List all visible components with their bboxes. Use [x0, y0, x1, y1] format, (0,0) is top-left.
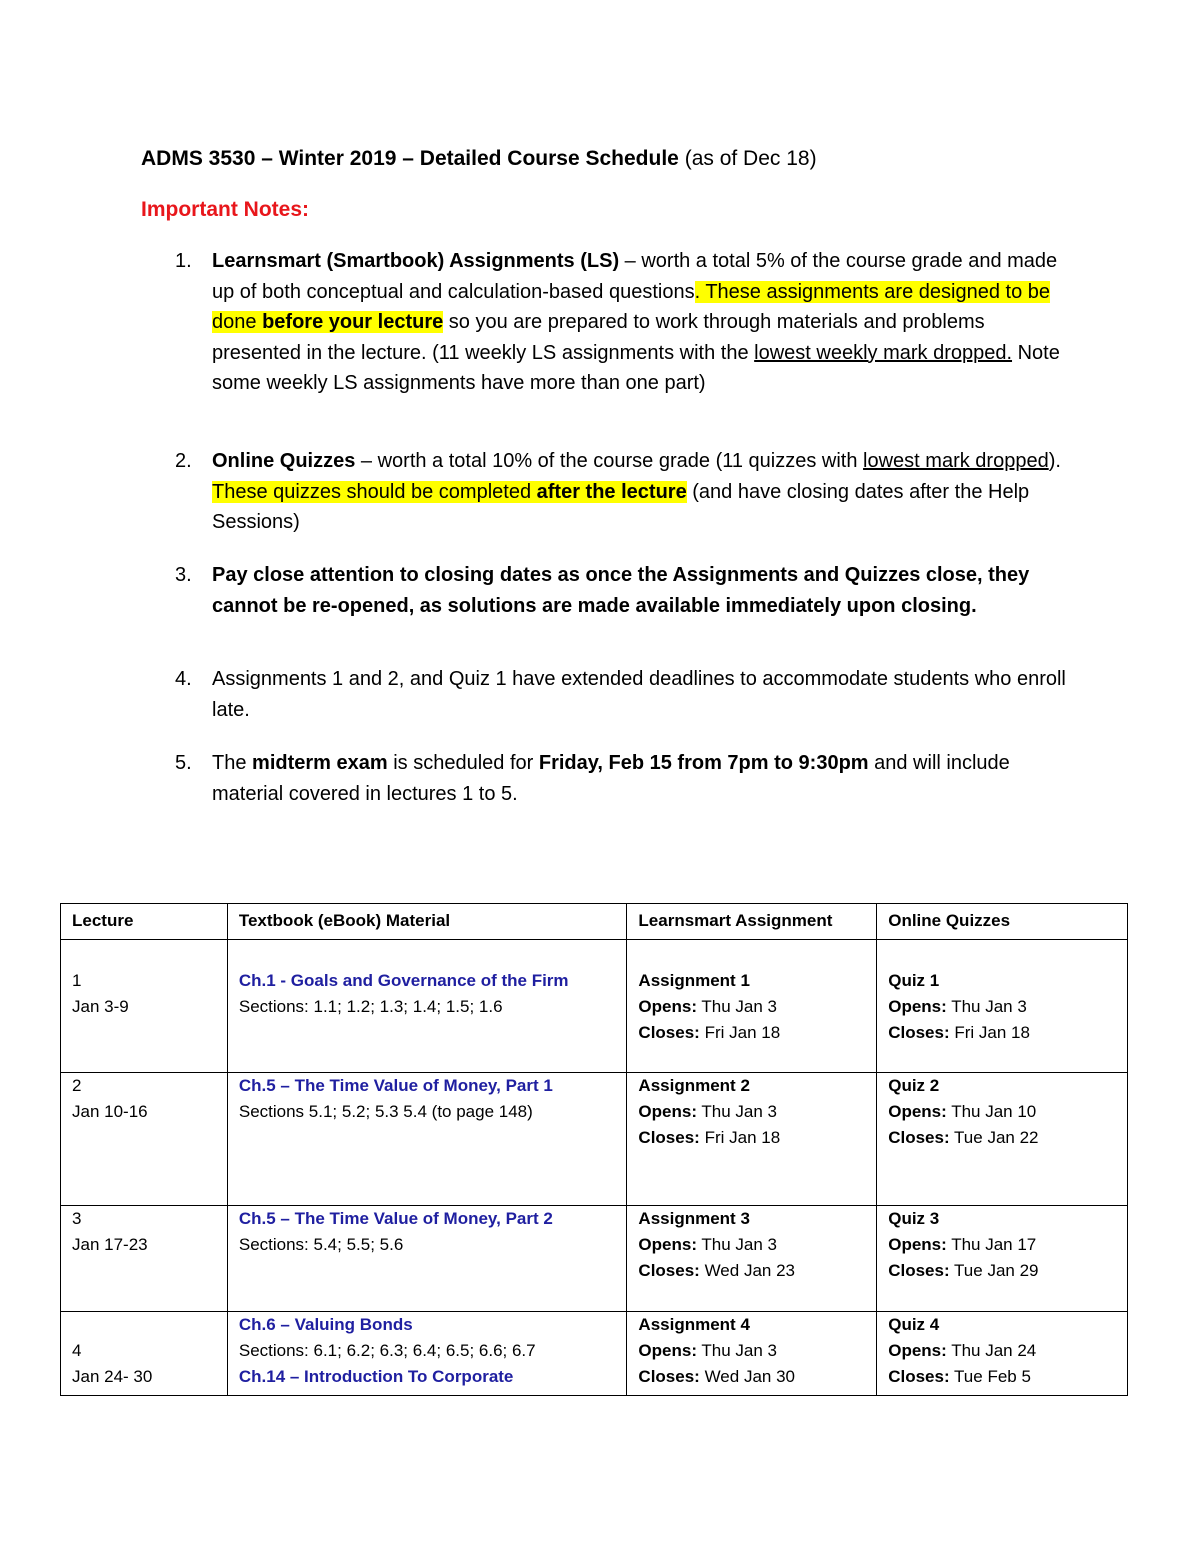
- note-1-underlined: lowest weekly mark dropped.: [754, 341, 1013, 364]
- quiz-opens: [888, 994, 1117, 1020]
- opens-label: Opens:: [888, 1102, 947, 1121]
- material-cell: [227, 940, 627, 1073]
- note-number: 2.: [175, 450, 192, 472]
- note-number: 5.: [175, 752, 192, 774]
- quiz-closes: [888, 1364, 1117, 1390]
- quiz-opens: [888, 1338, 1117, 1364]
- quiz-cell: [877, 1073, 1128, 1206]
- col-header-learnsmart: Learnsmart Assignment: [627, 904, 877, 940]
- title-date-note: (as of Dec 18): [684, 147, 817, 170]
- opens-label: Opens:: [888, 1235, 947, 1254]
- closes-label: Closes:: [638, 1128, 700, 1147]
- lecture-number: 1: [72, 971, 82, 990]
- page-title: [141, 147, 817, 171]
- chapter-sections: Sections: 6.1; 6.2; 6.3; 6.4; 6.5; 6.6; 6.7: [238, 1341, 536, 1360]
- closes-label: Closes:: [888, 1023, 950, 1042]
- opens-date: Thu Jan 3: [696, 1102, 778, 1121]
- lecture-cell: [61, 1073, 228, 1206]
- quiz-name: Quiz 4: [888, 1315, 940, 1334]
- assignment-opens: [638, 1338, 866, 1364]
- material-cell: [227, 1206, 627, 1312]
- lecture-number: 3: [72, 1209, 82, 1228]
- quiz-name: Quiz 2: [888, 1076, 940, 1095]
- closes-date: Tue Feb 5: [949, 1367, 1031, 1386]
- material-cell: [227, 1073, 627, 1206]
- quiz-opens: [888, 1099, 1117, 1125]
- opens-label: Opens:: [888, 997, 947, 1016]
- opens-date: Thu Jan 3: [696, 1341, 778, 1360]
- assignment-name: Assignment 1: [638, 971, 750, 990]
- note-2-highlight: These quizzes should be completed: [212, 480, 537, 503]
- note-2-highlight-bold: after the lecture: [536, 480, 687, 503]
- table-header-row: [61, 904, 1128, 940]
- chapter-title: Ch.6 – Valuing Bonds: [238, 1315, 413, 1334]
- opens-date: Thu Jan 3: [696, 997, 778, 1016]
- lecture-dates: Jan 3-9: [72, 997, 129, 1016]
- col-header-textbook: Textbook (eBook) Material: [227, 904, 627, 940]
- note-5-text-end: and will include material covered in lectures 1 to 5.: [212, 752, 1010, 805]
- quiz-cell: [877, 940, 1128, 1073]
- table-row: [61, 940, 1128, 1073]
- closes-label: Closes:: [638, 1261, 700, 1280]
- note-1-highlight: . These assignments are designed to be done: [212, 280, 1050, 333]
- chapter-title-secondary: Ch.14 – Introduction To Corporate: [238, 1367, 514, 1386]
- closes-date: Fri Jan 18: [699, 1023, 781, 1042]
- opens-label: Opens:: [638, 997, 697, 1016]
- lecture-dates: Jan 17-23: [72, 1235, 148, 1254]
- chapter-sections: Sections: 1.1; 1.2; 1.3; 1.4; 1.5; 1.6: [238, 997, 503, 1016]
- note-2-text-end: (and have closing dates after the Help Sessions): [212, 480, 1030, 533]
- quiz-cell: [877, 1206, 1128, 1312]
- closes-label: Closes:: [638, 1023, 700, 1042]
- note-1-highlight-bold: before your lecture: [262, 311, 444, 333]
- quiz-closes: [888, 1125, 1117, 1151]
- closes-date: Wed Jan 23: [699, 1261, 795, 1280]
- note-3: [175, 560, 1072, 621]
- opens-date: Thu Jan 17: [946, 1235, 1037, 1254]
- opens-date: Thu Jan 3: [696, 1235, 778, 1254]
- opens-label: Opens:: [638, 1341, 697, 1360]
- table-row: [61, 1073, 1128, 1206]
- closes-date: Wed Jan 30: [699, 1367, 795, 1386]
- assignment-name: Assignment 4: [638, 1315, 750, 1334]
- chapter-sections: Sections 5.1; 5.2; 5.3 5.4 (to page 148): [238, 1102, 533, 1121]
- note-5-bold: midterm exam: [252, 752, 388, 774]
- note-2: [175, 446, 1072, 538]
- opens-label: Opens:: [638, 1235, 697, 1254]
- col-header-quizzes: Online Quizzes: [877, 904, 1128, 940]
- lecture-cell: [61, 940, 228, 1073]
- assignment-closes: [638, 1125, 866, 1151]
- col-header-lecture: Lecture: [61, 904, 228, 940]
- note-2-text-cont: ).: [1048, 450, 1061, 472]
- quiz-closes: [888, 1258, 1117, 1284]
- assignment-name: Assignment 2: [638, 1076, 750, 1095]
- note-5-text-cont: is scheduled for: [387, 752, 539, 774]
- note-1-text-cont: so you are prepared to work through materials and problems presented in the lecture. (11 weekly LS assignments with the: [212, 311, 985, 364]
- assignment-closes: [638, 1258, 866, 1284]
- closes-date: Fri Jan 18: [699, 1128, 781, 1147]
- chapter-sections: Sections: 5.4; 5.5; 5.6: [238, 1235, 404, 1254]
- note-1-lead: Learnsmart (Smartbook) Assignments (LS): [212, 250, 620, 272]
- assignment-opens: [638, 1232, 866, 1258]
- closes-label: Closes:: [888, 1261, 950, 1280]
- quiz-name: Quiz 1: [888, 971, 940, 990]
- lecture-number: 2: [72, 1076, 82, 1095]
- assignment-cell: [627, 940, 877, 1073]
- note-2-lead: Online Quizzes: [212, 450, 356, 472]
- title-main: ADMS 3530 – Winter 2019 – Detailed Course Schedule: [141, 147, 679, 170]
- note-1-text-end: Note some weekly LS assignments have more than one part): [212, 341, 1060, 394]
- closes-date: Tue Jan 22: [949, 1128, 1039, 1147]
- note-number: 3.: [175, 564, 192, 586]
- opens-label: Opens:: [638, 1102, 697, 1121]
- opens-date: Thu Jan 10: [946, 1102, 1037, 1121]
- chapter-title: Ch.5 – The Time Value of Money, Part 2: [238, 1209, 553, 1228]
- table-row: [61, 1206, 1128, 1312]
- closes-date: Tue Jan 29: [949, 1261, 1039, 1280]
- note-5-text: The: [212, 752, 253, 774]
- lecture-cell: [61, 1312, 228, 1396]
- closes-label: Closes:: [888, 1367, 950, 1386]
- lecture-dates: Jan 24- 30: [72, 1367, 153, 1386]
- note-1: [175, 246, 1072, 399]
- note-2-underlined: lowest mark dropped: [863, 450, 1049, 472]
- assignment-cell: [627, 1206, 877, 1312]
- note-number: 4.: [175, 668, 192, 690]
- note-number: 1.: [175, 250, 192, 272]
- important-notes-heading: Important Notes:: [141, 198, 309, 221]
- note-5: [175, 748, 1072, 809]
- quiz-name: Quiz 3: [888, 1209, 940, 1228]
- assignment-closes: [638, 1020, 866, 1046]
- assignment-cell: [627, 1073, 877, 1206]
- opens-date: Thu Jan 3: [946, 997, 1027, 1016]
- chapter-title: Ch.1 - Goals and Governance of the Firm: [238, 971, 569, 990]
- note-1-text: – worth a total 5% of the course grade and made up of both conceptual and calculation-based questions: [212, 250, 1058, 303]
- note-3-text: Pay close attention to closing dates as once the Assignments and Quizzes close, they cannot be re-opened, as solutions are made available immediately upon closing.: [212, 564, 1030, 617]
- note-2-text: – worth a total 10% of the course grade (11 quizzes with: [355, 450, 864, 472]
- chapter-title: Ch.5 – The Time Value of Money, Part 1: [238, 1076, 553, 1095]
- note-4-text: Assignments 1 and 2, and Quiz 1 have extended deadlines to accommodate students who enroll late.: [212, 668, 1066, 721]
- assignment-opens: [638, 1099, 866, 1125]
- course-schedule-table: [60, 903, 1128, 1396]
- assignment-cell: [627, 1312, 877, 1396]
- quiz-closes: [888, 1020, 1117, 1046]
- opens-label: Opens:: [888, 1341, 947, 1360]
- note-5-bold-date: Friday, Feb 15 from 7pm to 9:30pm: [538, 752, 869, 774]
- lecture-cell: [61, 1206, 228, 1312]
- assignment-opens: [638, 994, 866, 1020]
- closes-label: Closes:: [888, 1128, 950, 1147]
- quiz-opens: [888, 1232, 1117, 1258]
- table-row: [61, 1312, 1128, 1396]
- lecture-number: 4: [72, 1341, 82, 1360]
- assignment-name: Assignment 3: [638, 1209, 750, 1228]
- closes-date: Fri Jan 18: [949, 1023, 1030, 1042]
- quiz-cell: [877, 1312, 1128, 1396]
- closes-label: Closes:: [638, 1367, 700, 1386]
- material-cell: [227, 1312, 627, 1396]
- lecture-dates: Jan 10-16: [72, 1102, 148, 1121]
- note-4: [175, 664, 1072, 725]
- opens-date: Thu Jan 24: [946, 1341, 1037, 1360]
- assignment-closes: [638, 1364, 866, 1390]
